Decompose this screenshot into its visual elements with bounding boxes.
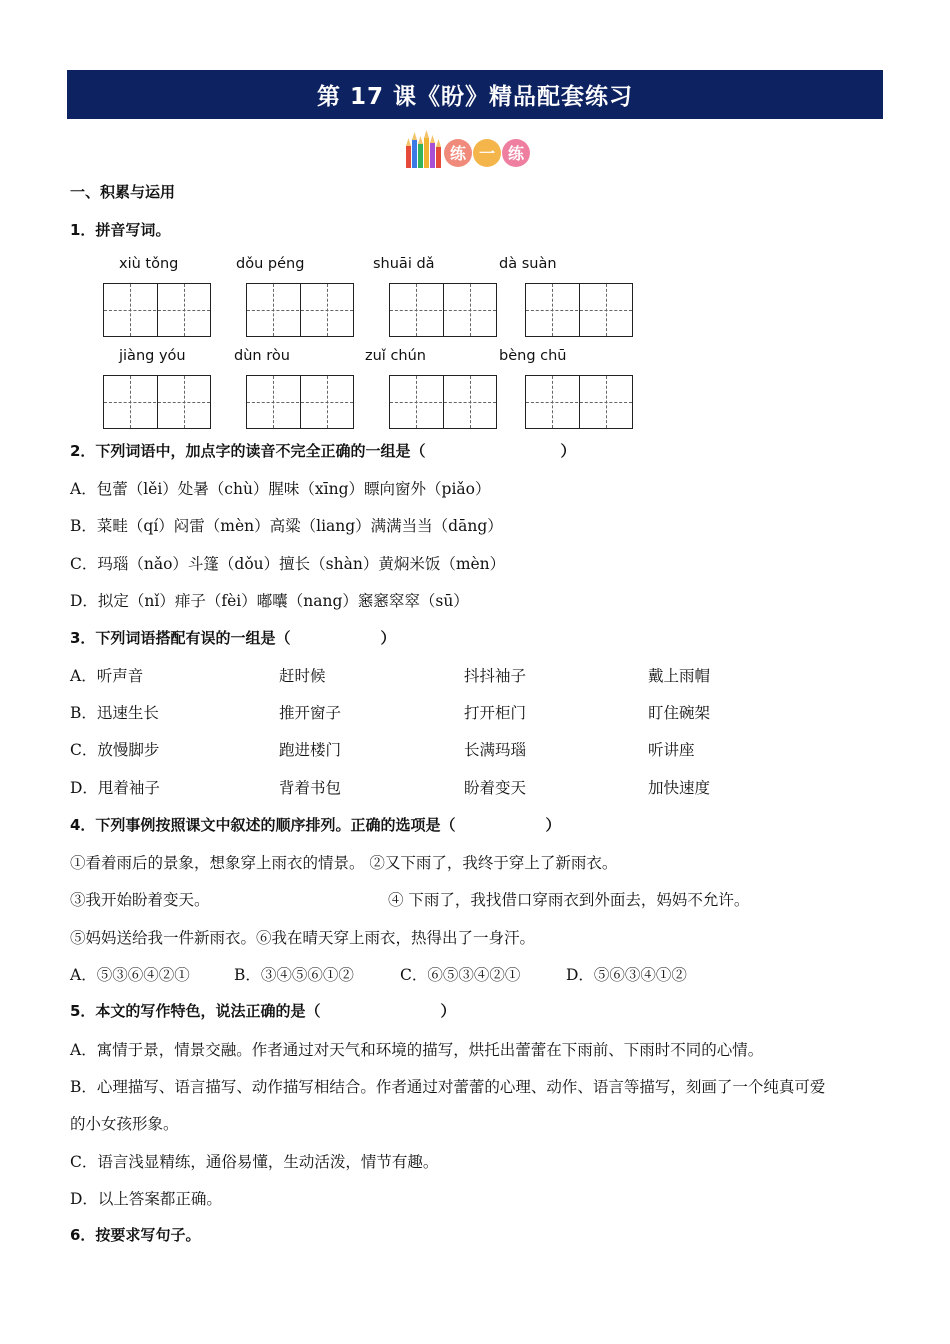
word-pair: 跑进楼门	[279, 741, 342, 759]
writing-grid[interactable]	[103, 375, 211, 429]
word-pair: 戴上雨帽	[648, 667, 711, 685]
question-2-title: 2．下列词语中，加点字的读音不完全正确的一组是（ ）	[70, 442, 576, 460]
question-5-title: 5．本文的写作特色，说法正确的是（ ）	[70, 1002, 456, 1020]
option-c: C．放慢脚步	[70, 741, 160, 759]
option-d: D．以上答案都正确。	[70, 1190, 222, 1208]
writing-grid[interactable]	[246, 283, 354, 337]
option-d: D．⑤⑥③④①②	[566, 966, 687, 984]
option-a: A．寓情于景，情景交融。作者通过对天气和环境的描写，烘托出蕾蕾在下雨前、下雨时不同的心情。	[70, 1041, 764, 1059]
option-c: C．玛瑙（nǎo）斗篷（dǒu）擅长（shàn）黄焖米饭（mèn）	[70, 555, 506, 573]
word-pair: 盼着变天	[464, 779, 527, 797]
word-pair: 抖抖袖子	[464, 667, 527, 685]
pinyin-label: shuāi dǎ	[373, 256, 435, 272]
question-4-title: 4．下列事例按照课文中叙述的顺序排列。正确的选项是（ ）	[70, 816, 561, 834]
writing-grid[interactable]	[103, 283, 211, 337]
option-d: D．甩着袖子	[70, 779, 160, 797]
option-b: B．③④⑤⑥①②	[234, 966, 354, 984]
title-banner	[67, 70, 883, 119]
logo-char: 练	[449, 144, 467, 163]
option-d: D．拟定（nǐ）痱子（fèi）嘟囔（nang）窸窸窣窣（sū）	[70, 592, 469, 610]
word-pair: 赶时候	[279, 667, 326, 685]
page-title: 第 17 课《盼》精品配套练习	[316, 84, 634, 110]
pinyin-label: dǒu péng	[236, 256, 305, 272]
option-b: B．心理描写、语言描写、动作描写相结合。作者通过对蕾蕾的心理、动作、语言等描写，刻画了一个纯真可爱	[70, 1078, 826, 1096]
logo-char: 一	[478, 144, 496, 163]
word-pair: 加快速度	[648, 779, 711, 797]
option-b: B．菜畦（qí）闷雷（mèn）高粱（liang）满满当当（dāng）	[70, 517, 503, 535]
writing-grid[interactable]	[525, 375, 633, 429]
pinyin-label: dùn ròu	[234, 348, 290, 364]
option-c: C．语言浅显精练，通俗易懂，生动活泼，情节有趣。	[70, 1153, 439, 1171]
option-a: A．听声音	[70, 667, 144, 685]
word-pair: 盯住碗架	[648, 704, 711, 722]
question-3-title: 3．下列词语搭配有误的一组是（ ）	[70, 629, 396, 647]
word-pair: 打开柜门	[464, 704, 527, 722]
logo-char: 练	[507, 144, 525, 163]
event-line: ①看着雨后的景象，想象穿上雨衣的情景。 ②又下雨了，我终于穿上了新雨衣。	[70, 854, 618, 872]
event-line: ④ 下雨了，我找借口穿雨衣到外面去，妈妈不允许。	[388, 891, 750, 909]
option-b: B．迅速生长	[70, 704, 159, 722]
word-pair: 听讲座	[648, 741, 695, 759]
pinyin-label: bèng chū	[499, 348, 567, 364]
event-line: ⑤妈妈送给我一件新雨衣。⑥我在晴天穿上雨衣，热得出了一身汗。	[70, 929, 536, 947]
pinyin-label: zuǐ chún	[365, 348, 426, 364]
practice-logo	[402, 128, 534, 172]
pencils-icon	[406, 130, 441, 168]
pinyin-label: dà suàn	[499, 256, 557, 272]
word-pair: 长满玛瑙	[464, 741, 527, 759]
writing-grid[interactable]	[246, 375, 354, 429]
section-heading: 一、积累与运用	[70, 183, 176, 201]
question-6-title: 6．按要求写句子。	[70, 1226, 201, 1244]
question-1-title: 1．拼音写词。	[70, 221, 171, 239]
word-pair: 背着书包	[279, 779, 342, 797]
pinyin-label: xiù tǒng	[119, 256, 179, 272]
option-c: C．⑥⑤③④②①	[400, 966, 521, 984]
word-pair: 推开窗子	[279, 704, 342, 722]
option-a: A．包蕾（lěi）处暑（chù）腥味（xīng）瞟向窗外（piǎo）	[70, 480, 491, 498]
pinyin-label: jiàng yóu	[119, 348, 186, 364]
writing-grid[interactable]	[525, 283, 633, 337]
option-a: A．⑤③⑥④②①	[70, 966, 190, 984]
option-b-continued: 的小女孩形象。	[70, 1115, 179, 1133]
writing-grid[interactable]	[389, 283, 497, 337]
writing-grid[interactable]	[389, 375, 497, 429]
event-line: ③我开始盼着变天。	[70, 891, 210, 909]
